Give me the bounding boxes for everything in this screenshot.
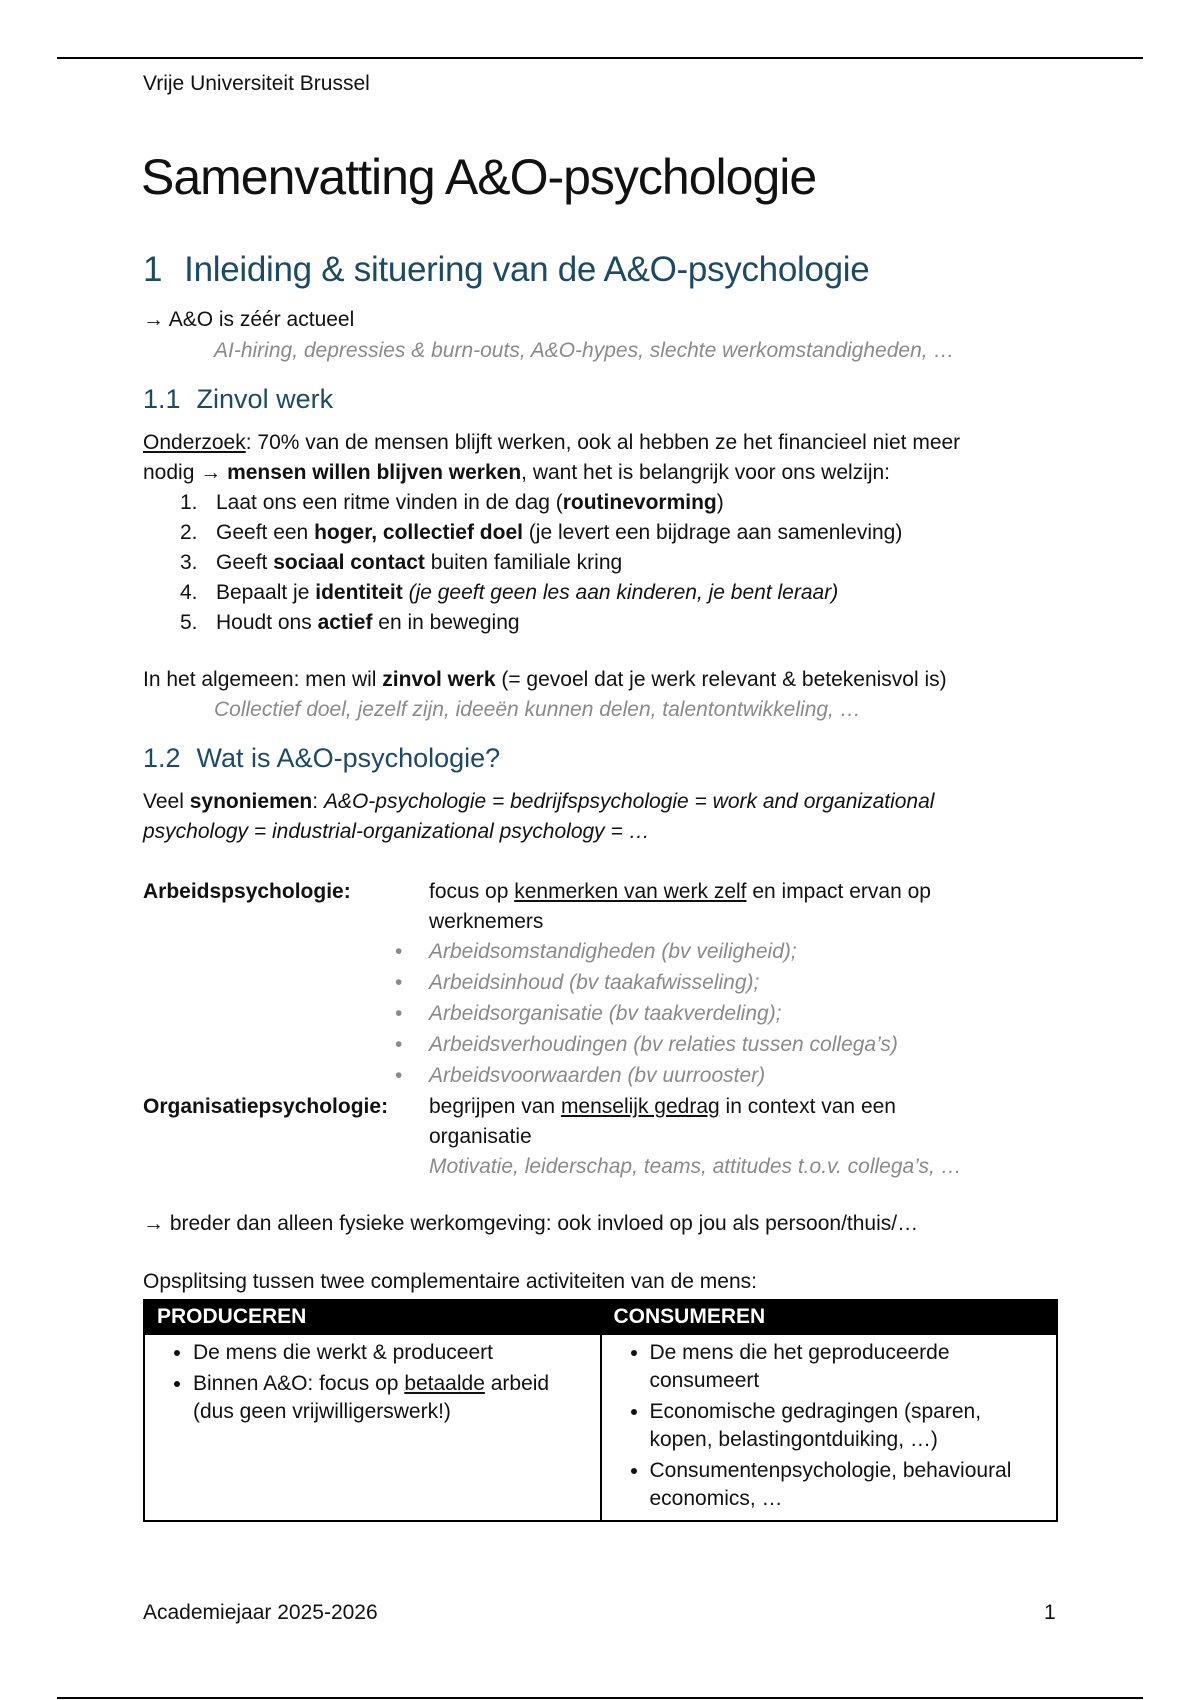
cell-underlined: betaalde bbox=[404, 1372, 485, 1395]
list-item: • De mens die het geproduceerde consumeert bbox=[650, 1339, 1049, 1395]
definition-underlined: menselijk gedrag bbox=[560, 1095, 720, 1118]
list-number: 2. bbox=[180, 521, 198, 544]
research-line-2 bbox=[143, 458, 890, 488]
synonyms-italic: A&O-psychologie = bedrijfspsychologie = work and organizational bbox=[323, 790, 935, 813]
definition-text: en impact ervan op bbox=[746, 880, 931, 903]
synonyms-line-1 bbox=[143, 787, 934, 817]
section-title: Zinvol werk bbox=[196, 384, 334, 414]
list-item bbox=[180, 548, 622, 578]
table-header-consumeren: CONSUMEREN bbox=[601, 1300, 1058, 1334]
list-text: Houdt ons bbox=[216, 611, 318, 634]
list-item bbox=[180, 488, 724, 518]
list-number: 4. bbox=[180, 581, 198, 604]
document-title: Samenvatting A&O-psychologie bbox=[141, 149, 817, 205]
definition-underlined: kenmerken van werk zelf bbox=[514, 880, 747, 903]
table-cell-consumeren bbox=[601, 1334, 1058, 1521]
comparison-table bbox=[143, 1299, 1058, 1522]
paragraph-text: (= gevoel dat je werk relevant & betekenisvol is) bbox=[495, 668, 947, 691]
list-text: Geeft een bbox=[216, 521, 315, 544]
footer-rule bbox=[57, 1697, 1143, 1699]
definition-text: in context van een bbox=[719, 1095, 896, 1118]
list-bold: identiteit bbox=[315, 581, 403, 604]
list-text: ) bbox=[716, 491, 724, 514]
synonyms-italic: psychology = industrial-organizational psychology = … bbox=[143, 820, 650, 843]
broader-line: → breder dan alleen fysieke werkomgeving: ook invloed op jou als persoon/thuis/… bbox=[143, 1212, 919, 1235]
definition-text: focus op bbox=[429, 880, 515, 903]
cell-text: arbeid (dus geen vrijwilligerswerk!) bbox=[193, 1372, 550, 1423]
intro-examples: AI-hiring, depressies & burn-outs, A&O-hypes, slechte werkomstandigheden, … bbox=[214, 339, 955, 362]
meaningful-work-examples: Collectief doel, jezelf zijn, ideeën kunnen delen, talentontwikkeling, … bbox=[214, 698, 861, 721]
list-item bbox=[193, 1370, 592, 1426]
cell-text: Binnen A&O: focus op bbox=[193, 1372, 405, 1395]
list-item: • Consumentenpsychologie, behavioural economics, … bbox=[650, 1457, 1049, 1513]
definition-term-organisatie: Organisatiepsychologie: bbox=[143, 1095, 389, 1118]
list-bold: actief bbox=[317, 611, 373, 634]
list-item bbox=[180, 608, 520, 638]
research-text: , want het is belangrijk voor ons welzijn: bbox=[521, 461, 891, 484]
arbeid-bullet: • Arbeidsomstandigheden (bv veiligheid); bbox=[429, 937, 797, 967]
definition-term-arbeid: Arbeidspsychologie: bbox=[143, 880, 351, 903]
list-text: buiten familiale kring bbox=[424, 551, 623, 574]
list-bold: hoger, collectief doel bbox=[314, 521, 523, 544]
section-number: 1 bbox=[143, 250, 163, 289]
research-text: : 70% van de mensen blijft werken, ook al hebben ze het financieel niet meer bbox=[245, 431, 961, 454]
list-bold: sociaal contact bbox=[273, 551, 425, 574]
table-header-produceren: PRODUCEREN bbox=[144, 1300, 601, 1334]
definition-text: organisatie bbox=[429, 1125, 532, 1148]
list-item bbox=[180, 518, 902, 548]
research-conclusion: mensen willen blijven werken bbox=[227, 461, 522, 484]
list-item: • Economische gedragingen (sparen, kopen, belastingontduiking, …) bbox=[650, 1398, 1049, 1454]
page-number: 1 bbox=[1044, 1601, 1056, 1624]
arbeid-bullet: • Arbeidsinhoud (bv taakafwisseling); bbox=[429, 968, 759, 998]
paragraph-text: : bbox=[312, 790, 324, 813]
table-header-row bbox=[144, 1300, 1057, 1334]
research-line-1 bbox=[143, 428, 960, 458]
definition-text-organisatie bbox=[429, 1092, 1009, 1152]
research-text: nodig → bbox=[143, 461, 228, 484]
list-text: (je levert een bijdrage aan samenleving) bbox=[522, 521, 903, 544]
list-number: 3. bbox=[180, 551, 198, 574]
section-title: Inleiding & situering van de A&O-psychologie bbox=[184, 250, 870, 289]
definition-text-arbeid bbox=[429, 877, 1009, 937]
definition-text: werknemers bbox=[429, 910, 544, 933]
list-text: en in beweging bbox=[372, 611, 520, 634]
paragraph-text: Veel bbox=[143, 790, 190, 813]
section-number: 1.1 bbox=[143, 384, 181, 414]
list-text: Laat ons een ritme vinden in de dag ( bbox=[216, 491, 563, 514]
organisatie-examples: Motivatie, leiderschap, teams, attitudes t.o.v. collega’s, … bbox=[429, 1155, 962, 1178]
table-row bbox=[144, 1334, 1057, 1521]
list-text: Bepaalt je bbox=[216, 581, 316, 604]
research-label: Onderzoek bbox=[143, 431, 246, 454]
list-number: 5. bbox=[180, 611, 198, 634]
split-intro-line: Opsplitsing tussen twee complementaire activiteiten van de mens: bbox=[143, 1270, 757, 1293]
section-number: 1.2 bbox=[143, 743, 181, 773]
section-title: Wat is A&O-psychologie? bbox=[196, 743, 501, 773]
intro-text: A&O is zéér actueel bbox=[168, 308, 355, 331]
list-text: (je geeft geen les aan kinderen, je bent leraar) bbox=[402, 581, 839, 604]
list-item bbox=[180, 578, 838, 608]
list-item: • De mens die werkt & produceert bbox=[193, 1339, 592, 1367]
synonyms-line-2 bbox=[143, 817, 650, 847]
section-1-heading bbox=[143, 250, 869, 290]
arrow-icon: → bbox=[143, 308, 164, 331]
table-cell-produceren bbox=[144, 1334, 601, 1521]
header-rule bbox=[57, 57, 1143, 59]
paragraph-bold: zinvol werk bbox=[382, 668, 496, 691]
intro-line bbox=[143, 305, 354, 335]
section-1-1-heading bbox=[143, 384, 333, 415]
header-institution: Vrije Universiteit Brussel bbox=[143, 72, 370, 95]
list-number: 1. bbox=[180, 491, 198, 514]
arbeid-bullet: • Arbeidsvoorwaarden (bv uurrooster) bbox=[429, 1061, 765, 1091]
footer-academic-year: Academiejaar 2025-2026 bbox=[143, 1601, 378, 1624]
list-bold: routinevorming bbox=[562, 491, 717, 514]
definition-text: begrijpen van bbox=[429, 1095, 561, 1118]
arbeid-bullet: • Arbeidsorganisatie (bv taakverdeling); bbox=[429, 999, 782, 1029]
arbeid-bullet: • Arbeidsverhoudingen (bv relaties tussen collega’s) bbox=[429, 1030, 898, 1060]
meaningful-work-line bbox=[143, 665, 947, 695]
list-text: Geeft bbox=[216, 551, 274, 574]
paragraph-text: In het algemeen: men wil bbox=[143, 668, 383, 691]
section-1-2-heading bbox=[143, 743, 500, 774]
paragraph-bold: synoniemen bbox=[189, 790, 313, 813]
